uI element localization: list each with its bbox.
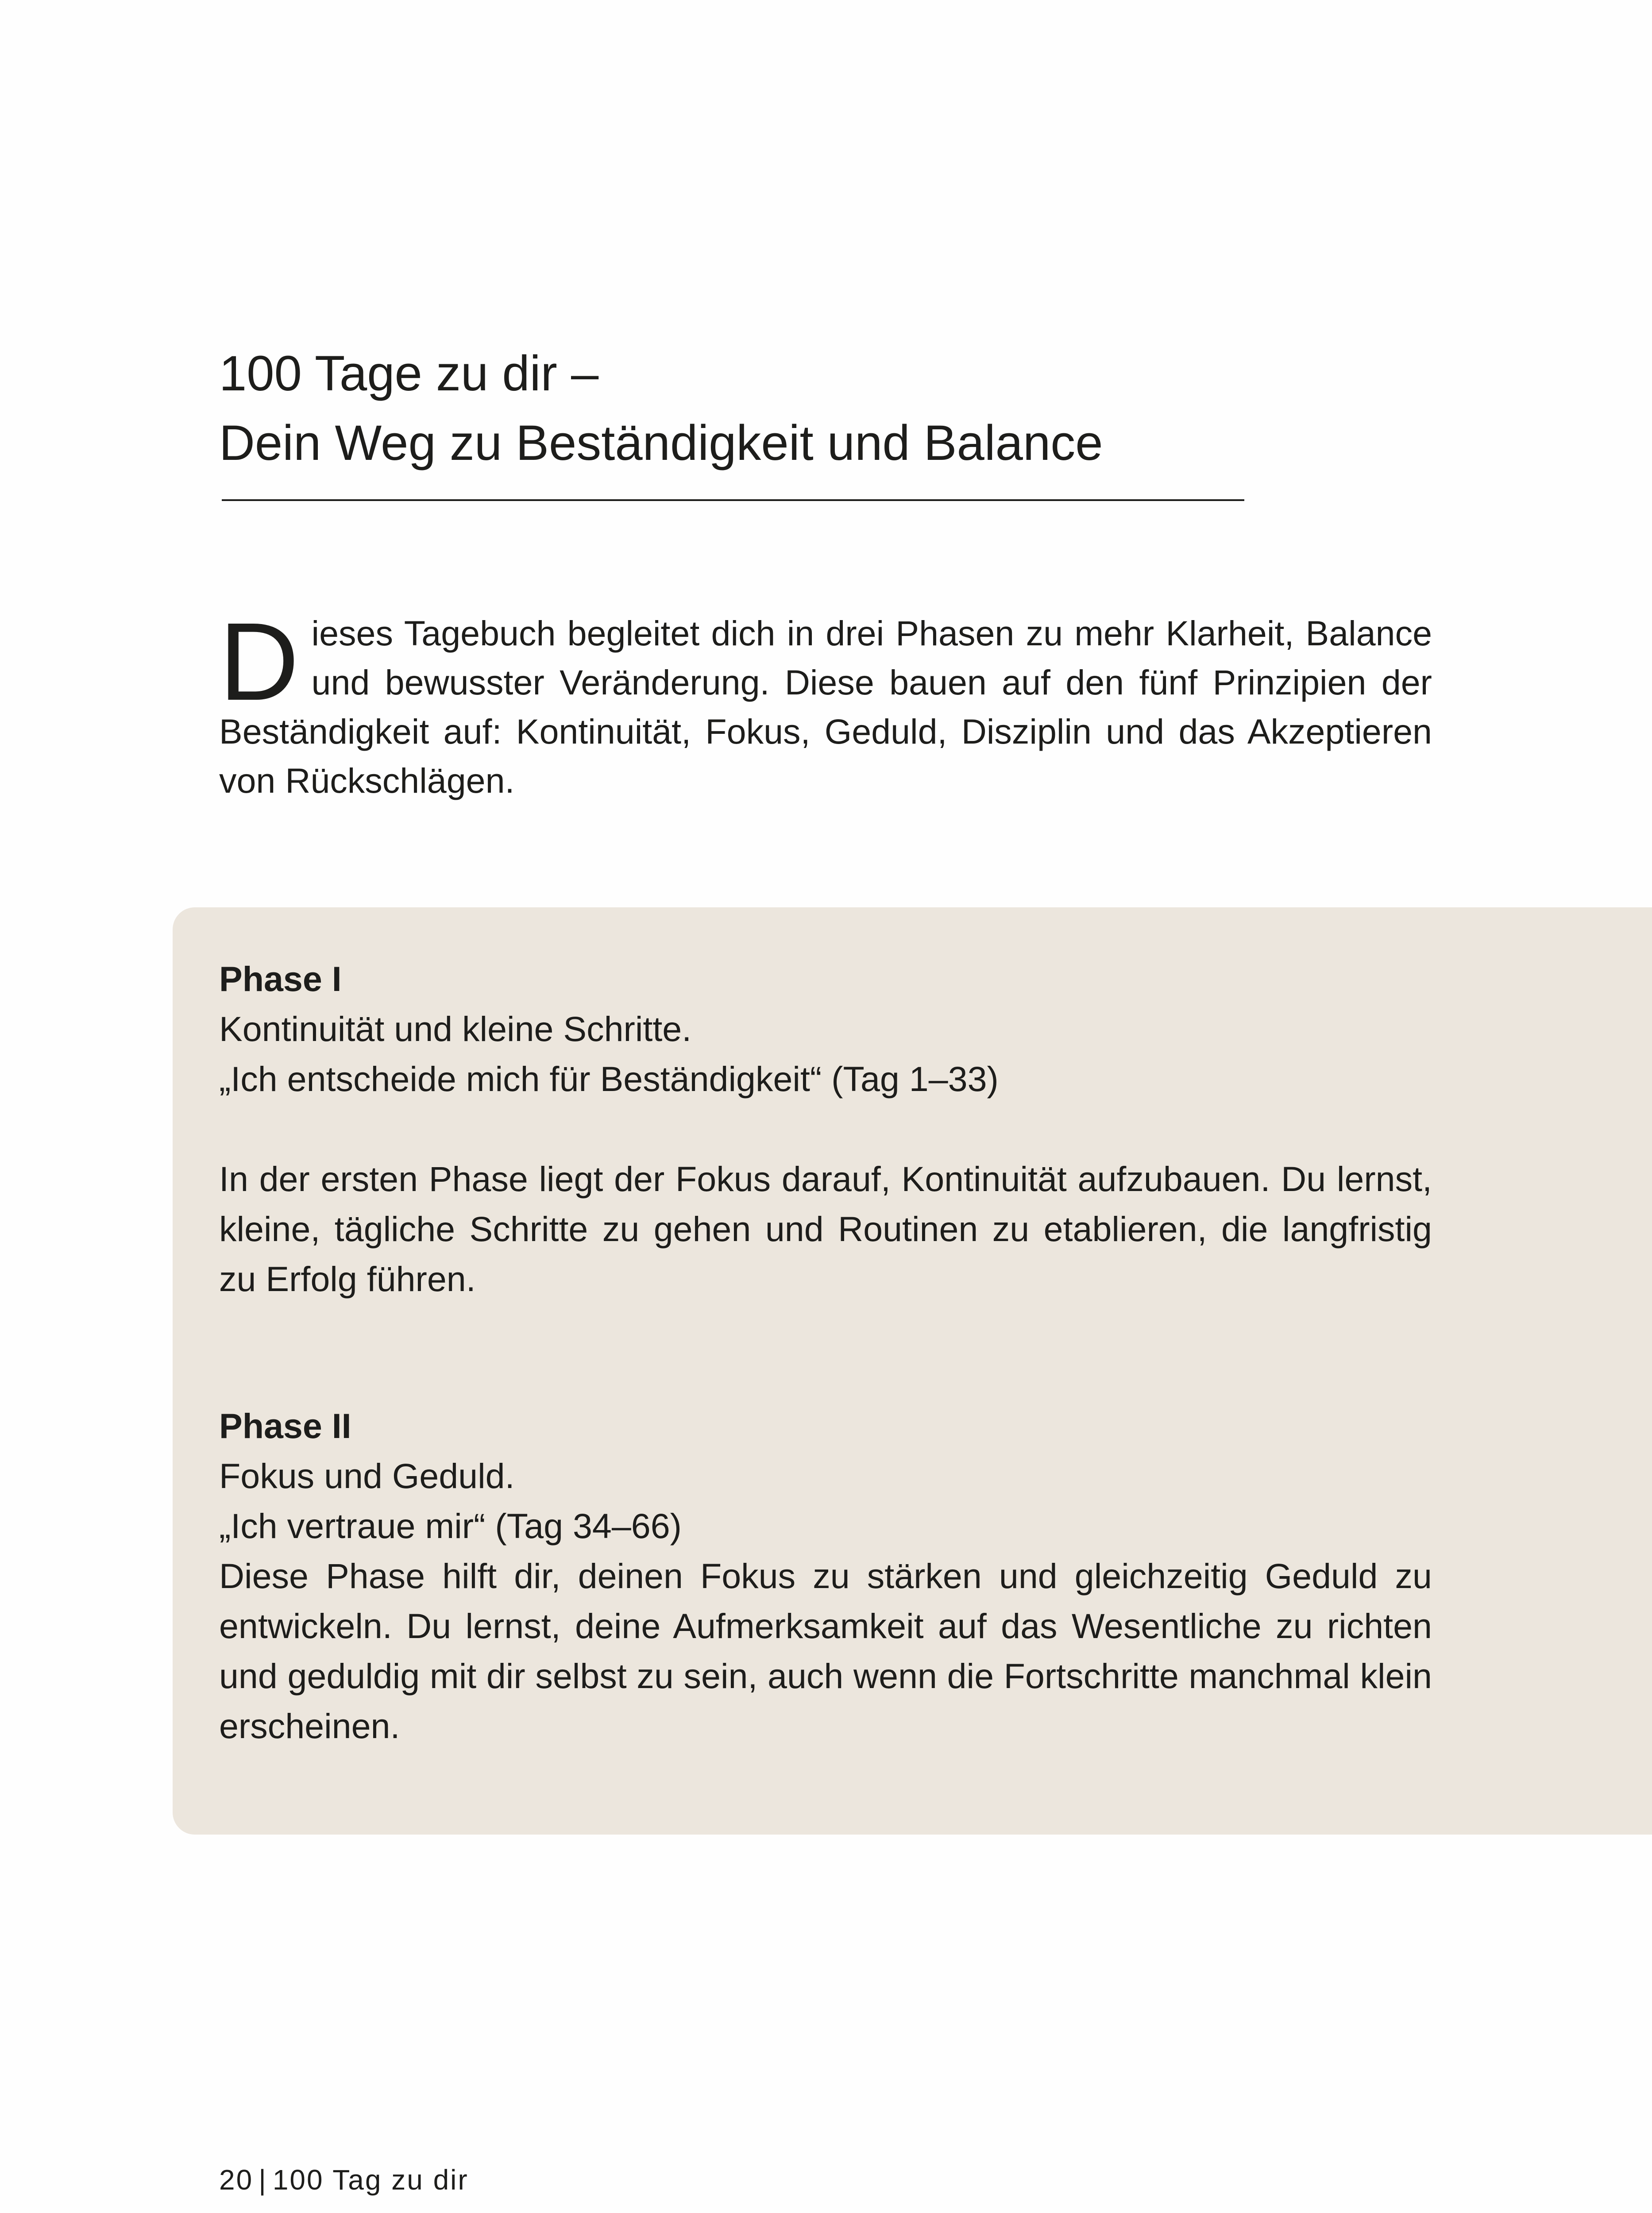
page-footer (219, 2160, 469, 2200)
phase-1-section (219, 954, 1432, 1304)
heading-underline (222, 499, 1244, 501)
heading-line-1: 100 Tage zu dir – (219, 346, 599, 401)
phase-1-spacer (219, 1104, 1432, 1154)
phase-1-title: Phase I (219, 959, 342, 999)
running-title: 100 Tag zu dir (272, 2164, 469, 2196)
phase-2-subtitle: Fokus und Geduld. (219, 1456, 515, 1496)
phase-2-title: Phase II (219, 1406, 351, 1446)
drop-cap: D (219, 600, 299, 723)
intro-text: ieses Tagebuch begleitet dich in drei Phasen zu mehr Klarheit, Balance und bewusster Veränderung. Diese bauen auf den fünf Prinzipien der Beständigkeit auf: Kontinuität, Fokus, Geduld, Disziplin und das Akzeptieren von Rückschlägen. (219, 613, 1432, 800)
page-number: 20 (219, 2164, 254, 2196)
phase-2-quote: „Ich vertraue mir“ (Tag 34–66) (219, 1506, 682, 1546)
intro-paragraph (219, 600, 1432, 805)
phase-2-section (219, 1401, 1432, 1751)
page-heading (219, 339, 1255, 478)
footer-separator: | (259, 2164, 267, 2196)
heading-line-2: Dein Weg zu Beständigkeit und Balance (219, 415, 1103, 470)
phase-1-subtitle: Kontinuität und kleine Schritte. (219, 1009, 692, 1049)
phase-2-body: Diese Phase hilft dir, deinen Fokus zu stärken und gleichzeitig Geduld zu entwickeln. Du lernst, deine Aufmerksamkeit auf das Wesentliche zu richten und geduldig mit dir selbst zu sein, auch wenn die Fortschritte manchmal klein erscheinen. (219, 1556, 1432, 1746)
phase-1-body: In der ersten Phase liegt der Fokus darauf, Kontinuität aufzubauen. Du lernst, kleine, tägliche Schritte zu gehen und Routinen zu etablieren, die langfristig zu Erfolg führen. (219, 1159, 1432, 1299)
phase-1-quote: „Ich entscheide mich für Beständigkeit“ (Tag 1–33) (219, 1059, 999, 1099)
